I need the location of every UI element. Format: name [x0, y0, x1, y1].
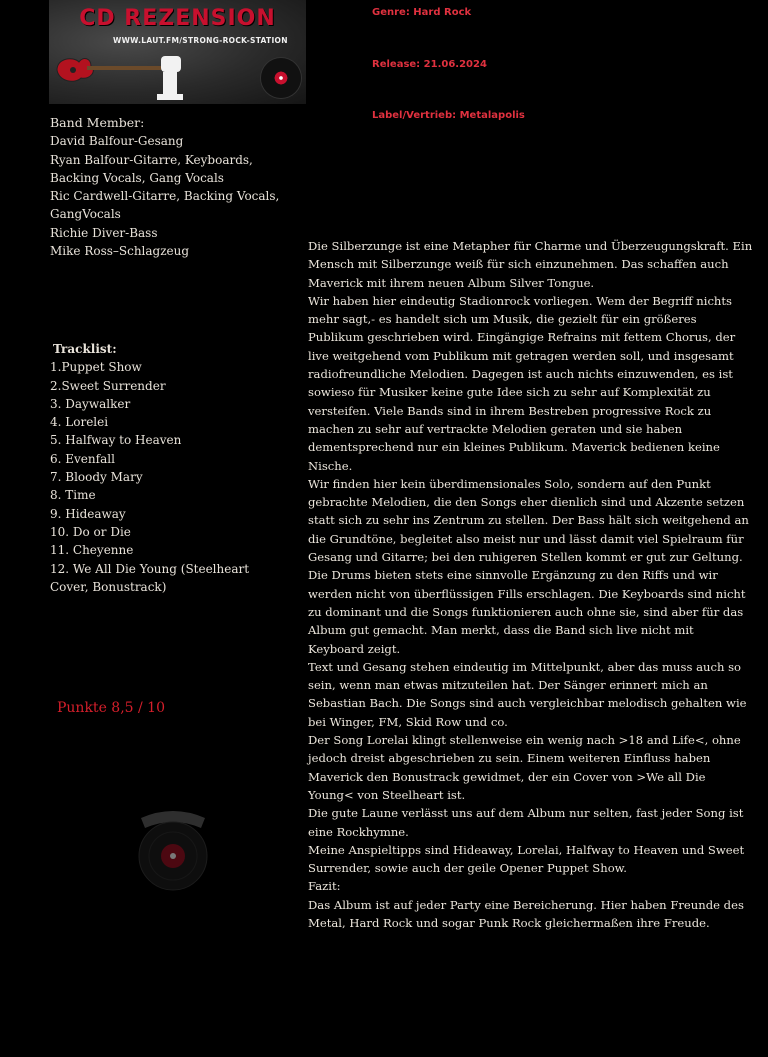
review-paragraph: Wir finden hier kein überdimensionales Solo, sondern auf den Punkt gebrachte Melodien, die den Songs eher dienlich sind und Akzente setzen statt sich zu sehr ins Zentrum zu stellen. Der Bass hält sich weitgehend an die Grundtöne, begleitet also meist nur und lässt damit viel Spielraum für Gesang und Gitarre; bei den ruhigeren Stellen kommt er gut zur Geltung. Die Drums bieten stets eine sinnvolle Ergänzung zu den Riffs und wir werden nicht von überflüssigen Fills erschlagen. Die Keyboards sind nicht zu dominant und die Songs funktionieren auch ohne sie, sind aber für das Album gut gemacht. Man merkt, dass die Band sich live nicht mit Keyboard zeigt.: [308, 476, 749, 656]
station-vinyl-logo-icon: [133, 806, 213, 892]
track-item: 8. Time: [50, 488, 96, 503]
band-member: Ric Cardwell-Gitarre, Backing Vocals, GangVocals: [50, 189, 280, 222]
release-label: Release: 21.06.2024: [372, 59, 487, 70]
track-item: 9. Hideaway: [50, 506, 126, 521]
band-member: Mike Ross–Schlagzeug: [50, 244, 190, 259]
review-paragraph: Der Song Lorelai klingt stellenweise ein wenig nach >18 and Life<, ohne jedoch dreist abgeschrieben zu sein. Einem weiteren Einfluss haben Maverick den Bonustrack gewidmet, der ein Cover von >We all Die Young< von Steelheart ist.: [308, 733, 741, 802]
review-paragraph: Text und Gesang stehen eindeutig im Mittelpunkt, aber das muss auch so sein, wenn man etwas mitzuteilen hat. Der Sänger erinnert mich an Sebastian Bach. Die Songs sind auch vergleichbar melodisch gehalten wie bei Winger, FM, Skid Row und co.: [308, 659, 747, 729]
banner-title: CD REZENSION: [79, 6, 276, 31]
track-item: 5. Halfway to Heaven: [50, 433, 182, 448]
fist-icon: [153, 52, 187, 102]
review-paragraph: Das Album ist auf jeder Party eine Bereicherung. Hier haben Freunde des Metal, Hard Rock und sogar Punk Rock gleichermaßen ihre Freude.: [308, 897, 744, 930]
review-paragraph: Fazit:: [308, 879, 341, 894]
review-paragraph: Meine Anspieltipps sind Hideaway, Lorelai, Halfway to Heaven und Sweet Surrender, sowie auch der geile Opener Puppet Show.: [308, 842, 745, 876]
band-members: [50, 114, 285, 260]
score-rating: Punkte 8,5 / 10: [57, 700, 165, 716]
genre-label: Genre: Hard Rock: [372, 7, 472, 18]
cd-rezension-banner: [49, 0, 306, 104]
track-item: 10. Do or Die: [50, 524, 131, 539]
band-member: Ryan Balfour-Gitarre, Keyboards, Backing Vocals, Gang Vocals: [50, 152, 253, 185]
track-item: 7. Bloody Mary: [50, 470, 143, 485]
track-item: 12. We All Die Young (Steelheart Cover, Bonustrack): [50, 561, 250, 594]
review-paragraph: Die Silberzunge ist eine Metapher für Charme und Überzeugungskraft. Ein Mensch mit Silberzunge weiß für sich einzunehmen. Das schaffen auch Maverick mit ihrem neuen Album Silver Tongue.: [308, 239, 753, 290]
review-paragraph: Die gute Laune verlässt uns auf dem Album nur selten, fast jeder Song ist eine Rockhymne.: [308, 806, 744, 839]
band-members-heading: Band Member:: [50, 115, 145, 130]
band-member: David Balfour-Gesang: [50, 134, 184, 149]
track-item: 11. Cheyenne: [50, 543, 134, 558]
review-paragraph: Wir haben hier eindeutig Stadionrock vorliegen. Wem der Begriff nichts mehr sagt,- es handelt sich um Musik, die gezielt für ein größeres Publikum geschrieben wird. Eingängige Refrains mit fettem Chorus, der live weitgehend vom Publikum mit getragen werden soll, und insgesamt radiofreundliche Melodien. Dagegen ist auch nichts einzuwenden, es ist sowieso für Musiker keine gute Idee sich zu sehr auf Komplexität zu versteifen. Viele Bands sind in ihrem Bestreben progressive Rock zu machen zu sehr auf vertrackte Melodien geraten und sie haben dementsprechend nur ein kleines Publikum. Maverick bedienen keine Nische.: [308, 293, 736, 473]
label-vertrieb: Label/Vertrieb: Metalapolis: [372, 110, 525, 121]
review-text: [308, 237, 753, 932]
vinyl-record-icon: [261, 58, 301, 98]
tracklist-heading: Tracklist:: [53, 342, 117, 356]
band-member: Richie Diver-Bass: [50, 225, 158, 240]
track-item: 3. Daywalker: [50, 396, 131, 411]
track-item: 2.Sweet Surrender: [50, 378, 166, 393]
track-item: 4. Lorelei: [50, 415, 109, 430]
track-item: 1.Puppet Show: [50, 360, 142, 375]
tracklist: [50, 340, 290, 596]
track-item: 6. Evenfall: [50, 451, 115, 466]
banner-subtitle: WWW.LAUT.FM/STRONG-ROCK-STATION: [113, 36, 288, 45]
